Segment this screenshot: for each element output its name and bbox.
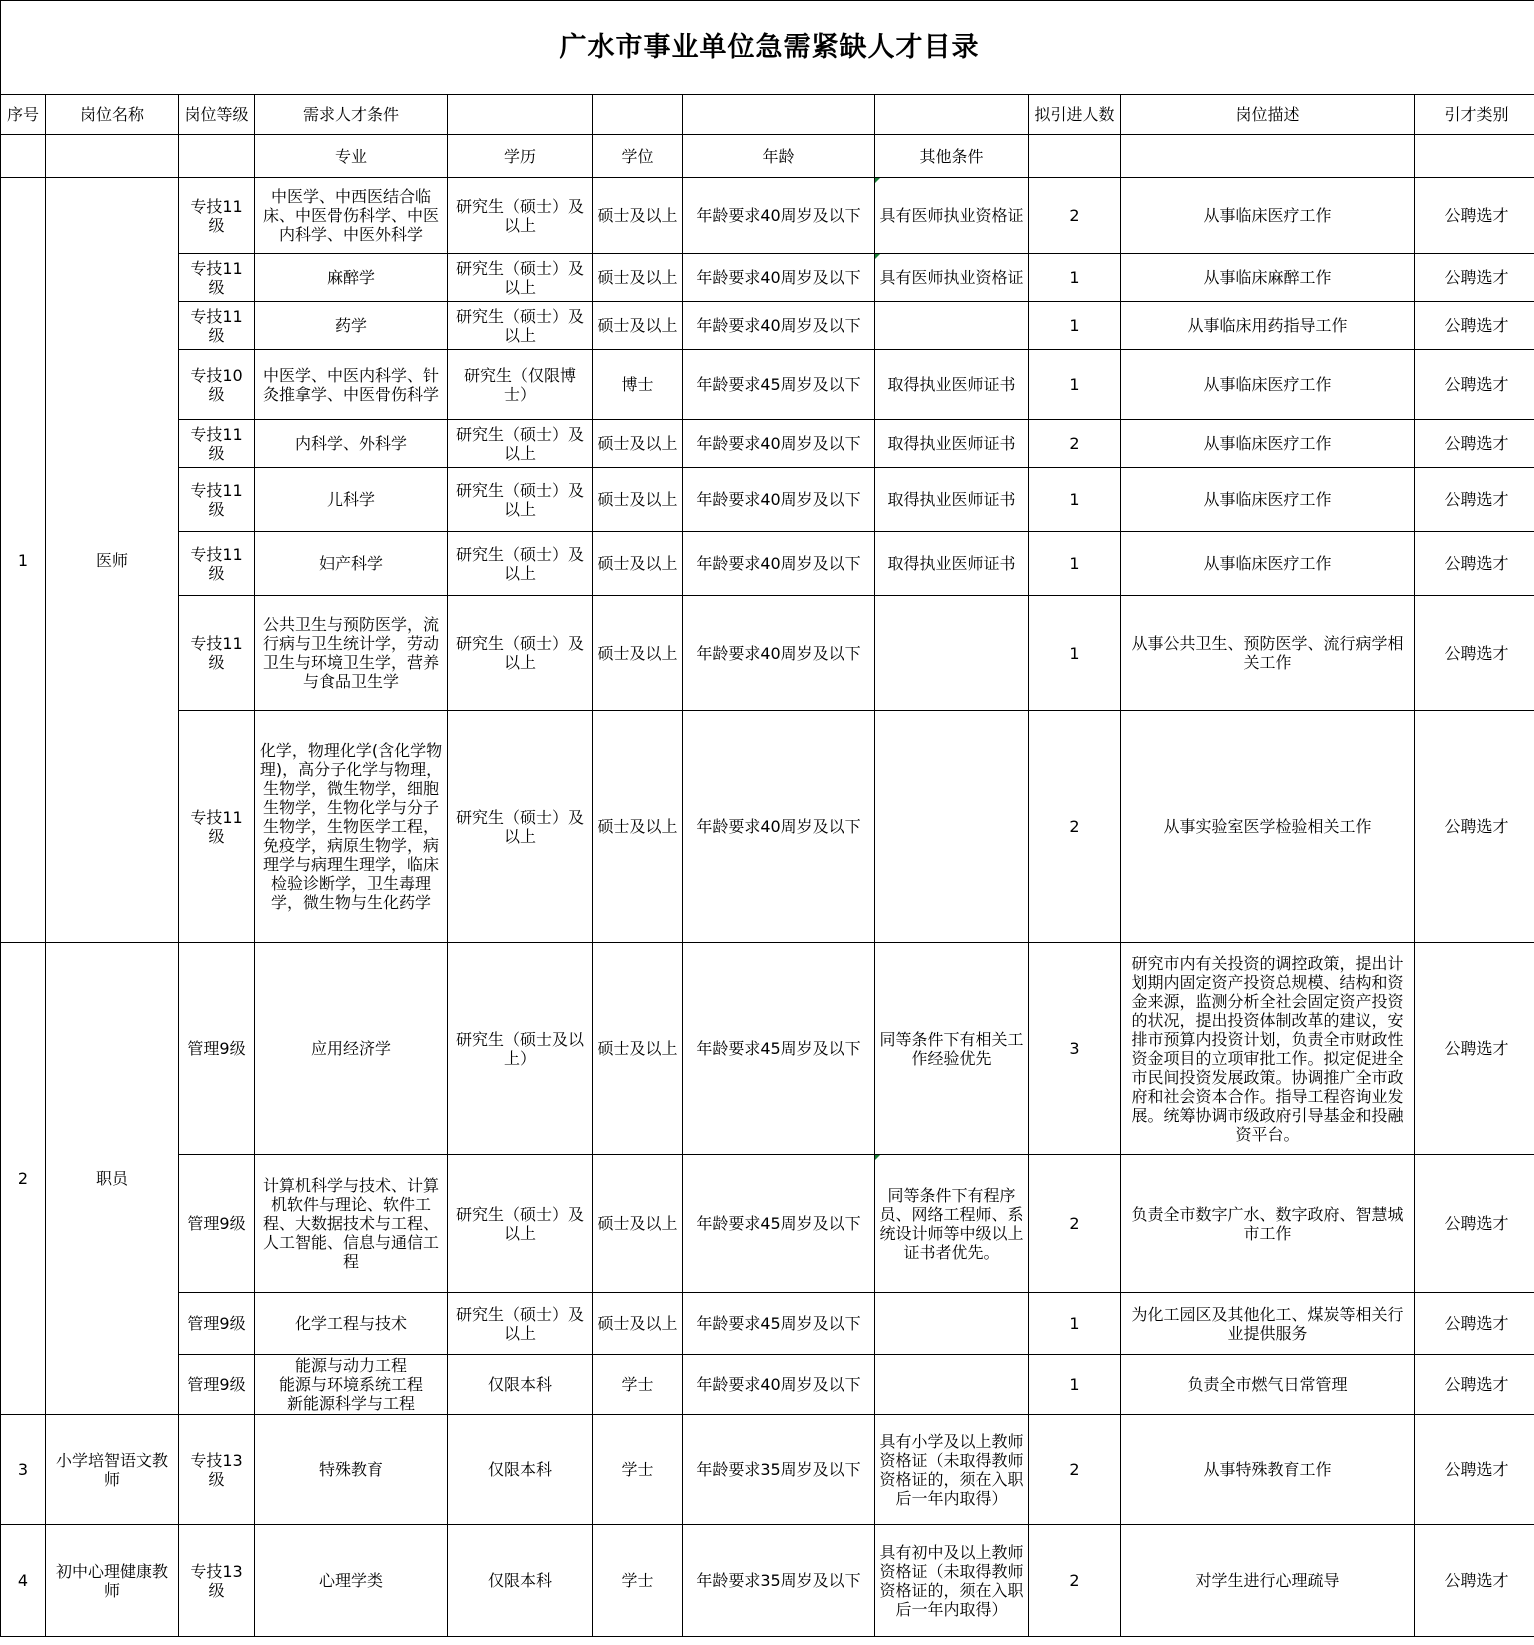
major-cell: 妇产科学 [255, 532, 448, 596]
degree-cell: 硕士及以上 [593, 943, 683, 1155]
major-cell: 内科学、外科学 [255, 420, 448, 468]
grade-cell: 专技11级 [179, 178, 255, 254]
headcount-cell: 2 [1029, 711, 1121, 943]
table-row [1, 420, 1534, 468]
degree-cell: 硕士及以上 [593, 596, 683, 711]
header-cell: 需求人才条件 [255, 95, 448, 135]
position-description-cell: 从事临床医疗工作 [1121, 350, 1415, 420]
header-cell [1415, 135, 1534, 178]
header-cell: 学历 [448, 135, 593, 178]
header-cell: 岗位名称 [46, 95, 179, 135]
header-cell [1029, 135, 1121, 178]
education-cell: 研究生（硕士）及以上 [448, 254, 593, 302]
recruit-type-cell: 公聘选才 [1415, 254, 1534, 302]
headcount-cell: 1 [1029, 468, 1121, 532]
serial-number-cell: 3 [1, 1415, 46, 1525]
education-cell: 仅限本科 [448, 1525, 593, 1637]
grade-cell: 专技11级 [179, 532, 255, 596]
header-cell: 专业 [255, 135, 448, 178]
education-cell: 研究生（硕士）及以上 [448, 532, 593, 596]
header-cell: 学位 [593, 135, 683, 178]
header-cell: 拟引进人数 [1029, 95, 1121, 135]
recruit-type-cell: 公聘选才 [1415, 711, 1534, 943]
other-conditions-cell: 取得执业医师证书 [875, 468, 1029, 532]
header-cell: 岗位描述 [1121, 95, 1415, 135]
headcount-cell: 1 [1029, 532, 1121, 596]
position-description-cell: 为化工园区及其他化工、煤炭等相关行业提供服务 [1121, 1293, 1415, 1355]
other-conditions-cell: 取得执业医师证书 [875, 420, 1029, 468]
education-cell: 研究生（硕士）及以上 [448, 1155, 593, 1293]
education-cell: 研究生（硕士及以上） [448, 943, 593, 1155]
position-description-cell: 从事临床麻醉工作 [1121, 254, 1415, 302]
position-description-cell: 从事公共卫生、预防医学、流行病学相关工作 [1121, 596, 1415, 711]
degree-cell: 硕士及以上 [593, 711, 683, 943]
education-cell: 仅限本科 [448, 1355, 593, 1415]
header-cell: 岗位等级 [179, 95, 255, 135]
other-conditions-cell [875, 711, 1029, 943]
headcount-cell: 1 [1029, 254, 1121, 302]
header-cell [179, 135, 255, 178]
age-cell: 年龄要求40周岁及以下 [683, 596, 875, 711]
table-row [1, 1293, 1534, 1355]
position-description-cell: 负责全市燃气日常管理 [1121, 1355, 1415, 1415]
grade-cell: 专技11级 [179, 711, 255, 943]
grade-cell: 专技11级 [179, 254, 255, 302]
recruit-type-cell: 公聘选才 [1415, 1415, 1534, 1525]
degree-cell: 博士 [593, 350, 683, 420]
position-description-cell: 从事实验室医学检验相关工作 [1121, 711, 1415, 943]
recruit-type-cell: 公聘选才 [1415, 1155, 1534, 1293]
recruit-type-cell: 公聘选才 [1415, 420, 1534, 468]
major-cell: 中医学、中医内科学、针灸推拿学、中医骨伤科学 [255, 350, 448, 420]
grade-cell: 专技11级 [179, 420, 255, 468]
education-cell: 研究生（硕士）及以上 [448, 420, 593, 468]
age-cell: 年龄要求45周岁及以下 [683, 1155, 875, 1293]
headcount-cell: 3 [1029, 943, 1121, 1155]
headcount-cell: 2 [1029, 1155, 1121, 1293]
position-description-cell: 负责全市数字广水、数字政府、智慧城市工作 [1121, 1155, 1415, 1293]
major-cell: 特殊教育 [255, 1415, 448, 1525]
headcount-cell: 1 [1029, 1355, 1121, 1415]
table-row [1, 178, 1534, 254]
grade-cell: 专技13级 [179, 1525, 255, 1637]
table-row [1, 350, 1534, 420]
degree-cell: 硕士及以上 [593, 254, 683, 302]
age-cell: 年龄要求40周岁及以下 [683, 302, 875, 350]
header-cell [448, 95, 593, 135]
header-cell: 其他条件 [875, 135, 1029, 178]
recruit-type-cell: 公聘选才 [1415, 532, 1534, 596]
major-cell: 儿科学 [255, 468, 448, 532]
position-description-cell: 从事临床医疗工作 [1121, 420, 1415, 468]
age-cell: 年龄要求45周岁及以下 [683, 943, 875, 1155]
header-cell [1121, 135, 1415, 178]
table-row [1, 943, 1534, 1155]
headcount-cell: 1 [1029, 302, 1121, 350]
position-description-cell: 从事临床医疗工作 [1121, 532, 1415, 596]
age-cell: 年龄要求35周岁及以下 [683, 1415, 875, 1525]
table-row [1, 711, 1534, 943]
header-row-2 [1, 135, 1534, 178]
other-conditions-cell [875, 596, 1029, 711]
recruit-type-cell: 公聘选才 [1415, 1293, 1534, 1355]
age-cell: 年龄要求40周岁及以下 [683, 420, 875, 468]
age-cell: 年龄要求45周岁及以下 [683, 1293, 875, 1355]
other-conditions-cell: 具有医师执业资格证 [875, 254, 1029, 302]
grade-cell: 专技13级 [179, 1415, 255, 1525]
education-cell: 研究生（仅限博士） [448, 350, 593, 420]
age-cell: 年龄要求40周岁及以下 [683, 178, 875, 254]
degree-cell: 硕士及以上 [593, 1293, 683, 1355]
position-name-cell: 小学培智语文教师 [46, 1415, 179, 1525]
recruit-type-cell: 公聘选才 [1415, 943, 1534, 1155]
degree-cell: 硕士及以上 [593, 532, 683, 596]
degree-cell: 硕士及以上 [593, 302, 683, 350]
header-cell [593, 95, 683, 135]
grade-cell: 专技11级 [179, 596, 255, 711]
header-cell [683, 95, 875, 135]
recruit-type-cell: 公聘选才 [1415, 1525, 1534, 1637]
serial-number-cell: 4 [1, 1525, 46, 1637]
headcount-cell: 2 [1029, 178, 1121, 254]
header-cell: 引才类别 [1415, 95, 1534, 135]
other-conditions-cell: 具有小学及以上教师资格证（未取得教师资格证的，须在入职后一年内取得） [875, 1415, 1029, 1525]
table-row [1, 1155, 1534, 1293]
headcount-cell: 2 [1029, 1525, 1121, 1637]
headcount-cell: 1 [1029, 1293, 1121, 1355]
education-cell: 研究生（硕士）及以上 [448, 711, 593, 943]
position-description-cell: 对学生进行心理疏导 [1121, 1525, 1415, 1637]
education-cell: 研究生（硕士）及以上 [448, 302, 593, 350]
table-row [1, 596, 1534, 711]
other-conditions-cell: 同等条件下有相关工作经验优先 [875, 943, 1029, 1155]
major-cell: 能源与动力工程 能源与环境系统工程 新能源科学与工程 [255, 1355, 448, 1415]
other-conditions-cell: 取得执业医师证书 [875, 350, 1029, 420]
other-conditions-cell: 取得执业医师证书 [875, 532, 1029, 596]
header-cell [46, 135, 179, 178]
degree-cell: 硕士及以上 [593, 178, 683, 254]
headcount-cell: 2 [1029, 1415, 1121, 1525]
table-row [1, 302, 1534, 350]
table-row [1, 468, 1534, 532]
other-conditions-cell [875, 1355, 1029, 1415]
degree-cell: 硕士及以上 [593, 468, 683, 532]
header-cell [875, 95, 1029, 135]
recruit-type-cell: 公聘选才 [1415, 1355, 1534, 1415]
other-conditions-cell [875, 1293, 1029, 1355]
major-cell: 公共卫生与预防医学，流行病与卫生统计学，劳动卫生与环境卫生学，营养与食品卫生学 [255, 596, 448, 711]
education-cell: 仅限本科 [448, 1415, 593, 1525]
degree-cell: 硕士及以上 [593, 1155, 683, 1293]
position-description-cell: 从事特殊教育工作 [1121, 1415, 1415, 1525]
header-cell: 序号 [1, 95, 46, 135]
grade-cell: 专技11级 [179, 468, 255, 532]
major-cell: 化学，物理化学(含化学物理)，高分子化学与物理，生物学，微生物学，细胞生物学，生物化学与分子生物学，生物医学工程，免疫学，病原生物学，病理学与病理生理学，临床检验诊断学，卫生毒理学，微生物与生化药学 [255, 711, 448, 943]
age-cell: 年龄要求40周岁及以下 [683, 711, 875, 943]
degree-cell: 学士 [593, 1355, 683, 1415]
grade-cell: 管理9级 [179, 1355, 255, 1415]
header-row-1 [1, 95, 1534, 135]
serial-number-cell: 2 [1, 943, 46, 1415]
position-name-cell: 医师 [46, 178, 179, 943]
degree-cell: 硕士及以上 [593, 420, 683, 468]
headcount-cell: 1 [1029, 596, 1121, 711]
table-row [1, 532, 1534, 596]
page-title: 广水市事业单位急需紧缺人才目录 [1, 1, 1534, 95]
age-cell: 年龄要求35周岁及以下 [683, 1525, 875, 1637]
recruit-type-cell: 公聘选才 [1415, 178, 1534, 254]
age-cell: 年龄要求40周岁及以下 [683, 468, 875, 532]
grade-cell: 管理9级 [179, 943, 255, 1155]
position-description-cell: 从事临床医疗工作 [1121, 178, 1415, 254]
major-cell: 应用经济学 [255, 943, 448, 1155]
other-conditions-cell: 同等条件下有程序员、网络工程师、系统设计师等中级以上证书者优先。 [875, 1155, 1029, 1293]
age-cell: 年龄要求40周岁及以下 [683, 1355, 875, 1415]
age-cell: 年龄要求45周岁及以下 [683, 350, 875, 420]
grade-cell: 专技10级 [179, 350, 255, 420]
table-row [1, 1415, 1534, 1525]
education-cell: 研究生（硕士）及以上 [448, 468, 593, 532]
major-cell: 中医学、中西医结合临床、中医骨伤科学、中医内科学、中医外科学 [255, 178, 448, 254]
recruit-type-cell: 公聘选才 [1415, 302, 1534, 350]
position-description-cell: 从事临床医疗工作 [1121, 468, 1415, 532]
major-cell: 药学 [255, 302, 448, 350]
position-description-cell: 从事临床用药指导工作 [1121, 302, 1415, 350]
headcount-cell: 1 [1029, 350, 1121, 420]
other-conditions-cell: 具有初中及以上教师资格证（未取得教师资格证的，须在入职后一年内取得） [875, 1525, 1029, 1637]
table-row [1, 254, 1534, 302]
education-cell: 研究生（硕士）及以上 [448, 596, 593, 711]
major-cell: 心理学类 [255, 1525, 448, 1637]
education-cell: 研究生（硕士）及以上 [448, 178, 593, 254]
recruit-type-cell: 公聘选才 [1415, 350, 1534, 420]
headcount-cell: 2 [1029, 420, 1121, 468]
grade-cell: 管理9级 [179, 1293, 255, 1355]
grade-cell: 专技11级 [179, 302, 255, 350]
serial-number-cell: 1 [1, 178, 46, 943]
other-conditions-cell: 具有医师执业资格证 [875, 178, 1029, 254]
major-cell: 麻醉学 [255, 254, 448, 302]
table-row [1, 1355, 1534, 1415]
grade-cell: 管理9级 [179, 1155, 255, 1293]
position-name-cell: 初中心理健康教师 [46, 1525, 179, 1637]
position-name-cell: 职员 [46, 943, 179, 1415]
age-cell: 年龄要求40周岁及以下 [683, 532, 875, 596]
major-cell: 化学工程与技术 [255, 1293, 448, 1355]
header-cell [1, 135, 46, 178]
recruit-type-cell: 公聘选才 [1415, 468, 1534, 532]
major-cell: 计算机科学与技术、计算机软件与理论、软件工程、大数据技术与工程、人工智能、信息与通信工程 [255, 1155, 448, 1293]
recruit-type-cell: 公聘选才 [1415, 596, 1534, 711]
education-cell: 研究生（硕士）及以上 [448, 1293, 593, 1355]
table-row [1, 1525, 1534, 1637]
header-cell: 年龄 [683, 135, 875, 178]
degree-cell: 学士 [593, 1415, 683, 1525]
degree-cell: 学士 [593, 1525, 683, 1637]
age-cell: 年龄要求40周岁及以下 [683, 254, 875, 302]
position-description-cell: 研究市内有关投资的调控政策，提出计划期内固定资产投资总规模、结构和资金来源，监测分析全社会固定资产投资的状况，提出投资体制改革的建议，安排市预算内投资计划，负责全市财政性资金项目的立项审批工作。拟定促进全市民间投资发展政策。协调推广全市政府和社会资本合作。指导工程咨询业发展。统筹协调市级政府引导基金和投融资平台。 [1121, 943, 1415, 1155]
other-conditions-cell [875, 302, 1029, 350]
